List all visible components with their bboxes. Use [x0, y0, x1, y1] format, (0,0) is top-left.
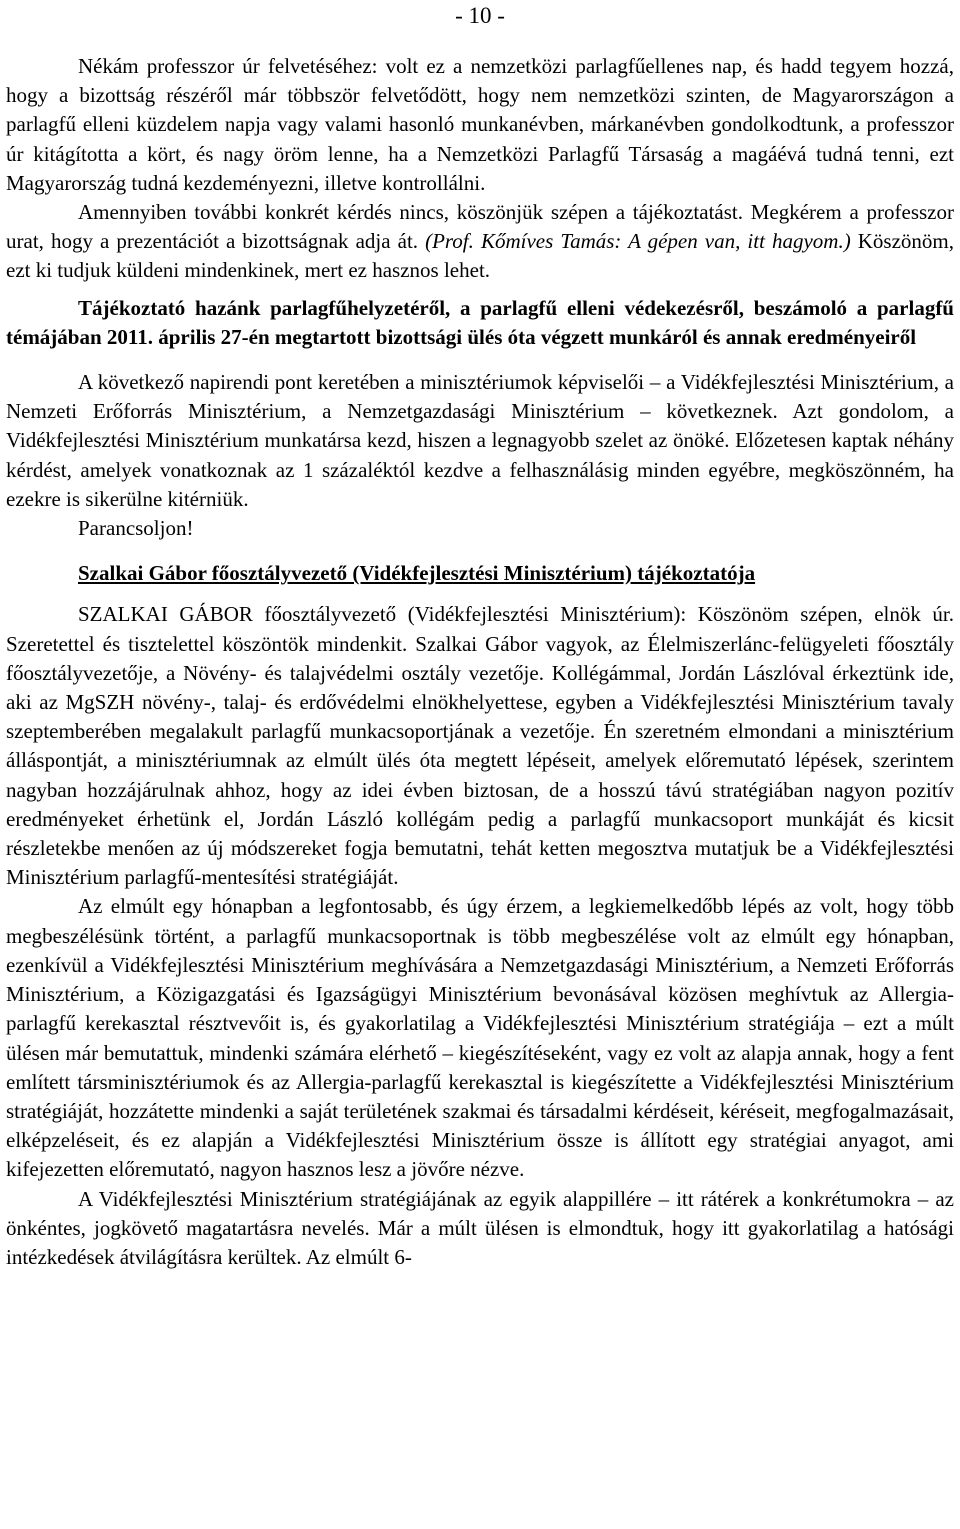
page-number: - 10 - [455, 3, 505, 28]
paragraph-6: Az elmúlt egy hónapban a legfontosabb, és úgy érzem, a legkiemelkedőbb lépés az volt, hogy több megbeszélésünk történt, a parlagfű munkacsoportnak is több megbeszélése volt az elmúlt egy hónapban, ezenkívül a Vidékfejlesztési Minisztérium meghívására a Nemzetgazdasági Minisztérium, a Nemzeti Erőforrás Minisztérium, a Közigazgatási és Igazságügyi Minisztérium bevonásával közösen meghívtuk az Allergia-parlagfű kerekasztal résztvevőit is, és gyakorlatilag a Vidékfejlesztési Minisztérium stratégiája – ezt a múlt ülésen már bemutattuk, mindenki számára elérhető – kiegészítéseként, vagy ez volt az alapja annak, hogy a fent említett társminisztériumok és az Allergia-parlagfű kerekasztal is kiegészítette a Vidékfejlesztési Minisztérium stratégiáját, hozzátette mindenki a saját területének szakmai és társadalmi kérdéseit, kéréseit, megfogalmazásait, elképzeléseit, és ez alapján a Vidékfejlesztési Minisztérium össze is állított egy stratégiai anyagot, ami kifejezetten előremutató, nagyon hasznos lesz a jövőre nézve. [6, 894, 954, 1182]
paragraph-2-text-b: Köszönöm, ezt ki tudjuk küldeni mindenkinek, mert ez hasznos lehet. [6, 229, 954, 283]
speaker-heading: Szalkai Gábor főosztályvezető (Vidékfejlesztési Minisztérium) tájékoztatója [78, 561, 756, 586]
paragraph-2-text-a: Amennyiben további konkrét kérdés nincs, köszönjük szépen a tájékoztatást. Megkérem a professzor urat, hogy a prezentációt a bizottságnak adja át. [6, 200, 954, 254]
paragraph-5: SZALKAI GÁBOR főosztályvezető (Vidékfejlesztési Minisztérium): Köszönöm szépen, elnök úr. Szeretettel és tisztelettel köszöntök mindenkit. Szalkai Gábor vagyok, az Élelmiszerlánc-felügyeleti főosztály főosztályvezetője, a Növény- és talajvédelmi osztály vezetője. Kollégámmal, Jordán Lászlóval érkeztünk ide, aki az MgSZH növény-, talaj- és erdővédelmi elnökhelyettese, egyben a Vidékfejlesztési Minisztérium tavaly szeptemberében megalakult parlagfű munkacsoportjának a vezetője. Én szeretném elmondani a minisztérium álláspontját, a minisztériumnak az elmúlt ülés óta megtett lépéseit, amelyek előremutató lépések, szerintem nagyban hozzájárulnak ahhoz, hogy az idei évben biztosan, de a hosszú távú stratégiában nagyon pozitív eredményeket érhetünk el, Jordán László kollégám pedig a parlagfű munkacsoport munkáját és kicsit részletekbe menően az új módszereket fogja bemutatni, tehát ketten megosztva mutatjuk be a Vidékfejlesztési Minisztérium parlagfű-mentesítési stratégiáját. [6, 602, 954, 890]
document-body [6, 52, 954, 1272]
paragraph-4: Parancsoljon! [78, 516, 194, 541]
paragraph-1: Nékám professzor úr felvetéséhez: volt ez a nemzetközi parlagfűellenes nap, és hadd tegyem hozzá, hogy a bizottság részéről már többször felvetődött, hogy nem nemzetközi szinten, de Magyarországon a parlagfű elleni küzdelem napja vagy valami hasonló munkanévben, márkanévben gondolkodtunk, a professzor úr kitágította a kört, és nagy öröm lenne, ha a Nemzetközi Parlagfű Társaság a magáévá tudná tenni, ezt Magyarország tudná kezdeményezni, illetve kontrollálni. [6, 54, 954, 195]
paragraph-2-italic-remark: (Prof. Kőmíves Tamás: A gépen van, itt hagyom.) [425, 229, 851, 254]
paragraph-3: A következő napirendi pont keretében a minisztériumok képviselői – a Vidékfejlesztési Minisztérium, a Nemzeti Erőforrás Minisztérium, a Nemzetgazdasági Minisztérium – következnek. Azt gondolom, a Vidékfejlesztési Minisztérium munkatársa kezd, hiszen a legnagyobb szelet az önöké. Előzetesen kaptak néhány kérdést, amelyek vonatkoznak az 1 százaléktól kezdve a felhasználásig minden egyébre, megköszönném, ha ezekre is sikerülne kitérniük. [6, 370, 954, 511]
paragraph-2 [6, 198, 954, 286]
paragraph-7: A Vidékfejlesztési Minisztérium stratégiájának az egyik alappillére – itt rátérek a konkrétumokra – az önkéntes, jogkövető magatartásra nevelés. Már a múlt ülésen is elmondtuk, hogy itt gyakorlatilag a hatósági intézkedések átvilágításra kerültek. Az elmúlt 6- [6, 1186, 954, 1269]
agenda-heading: Tájékoztató hazánk parlagfűhelyzetéről, a parlagfű elleni védekezésről, beszámoló a parlagfű témájában 2011. április 27-én megtartott bizottsági ülés óta végzett munkáról és annak eredményeiről [6, 295, 954, 349]
